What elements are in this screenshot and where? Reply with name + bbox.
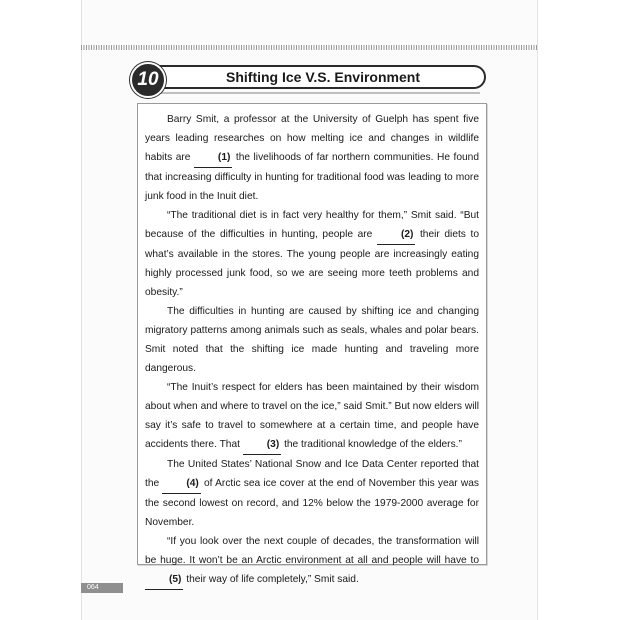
dotted-divider [81, 45, 538, 50]
answer-blank[interactable]: (4) [162, 474, 200, 494]
chapter-number-badge: 10 [130, 62, 166, 98]
paragraph-text: of Arctic sea ice cover at the end of November this year was the second lowest on record, and 12% below the 1979-2000 average for November. [145, 478, 479, 528]
paragraph-text: the traditional knowledge of the elders.” [281, 439, 462, 450]
passage-paragraph [145, 302, 479, 378]
paragraph-text: The difficulties in hunting are caused by shifting ice and changing migratory patterns among animals such as seals, whales and polar bears. Smit noted that the shifting ice made hunting and traveling more dangerous. [145, 306, 479, 374]
title-underline [140, 92, 480, 94]
passage-paragraph [145, 532, 479, 590]
passage-paragraph [145, 110, 479, 206]
answer-blank[interactable]: (5) [145, 570, 183, 590]
chapter-header [130, 64, 486, 92]
paragraph-text: “The traditional diet is in fact very healthy for them,” Smit said. “But because of the difficulties in hunting, people are [145, 210, 479, 240]
paragraph-text: “If you look over the next couple of decades, the transformation will be huge. It won’t be an Arctic environment at all and people will have to [145, 536, 479, 566]
passage-paragraph [145, 378, 479, 455]
paragraph-text: their way of life completely,” Smit said. [183, 574, 359, 585]
paragraph-text: “The Inuit’s respect for elders has been maintained by their wisdom about when and where to travel on the ice,” said Smit.” But now elders will say it’s safe to travel to somewhere at a certain time, and people have accidents there. That [145, 382, 479, 450]
passage-paragraph [145, 206, 479, 302]
answer-blank[interactable]: (1) [194, 148, 232, 168]
answer-blank[interactable]: (2) [377, 225, 415, 245]
answer-blank[interactable]: (3) [243, 435, 281, 455]
paragraph-text: their diets to what’s available in the stores. The young people are increasingly eating highly processed junk food, so we are seeing more teeth problems and obesity.” [145, 229, 479, 298]
paragraph-text: Barry Smit, a professor at the University of Guelph has spent five years leading researches on how melting ice and changes in wildlife habits are [145, 114, 479, 163]
passage-box [137, 103, 487, 585]
paragraph-text: the livelihoods of far northern communities. He found that increasing difficulty in hunting for traditional food was leading to more junk food in the Inuit diet. [145, 152, 479, 202]
paragraph-text: The United States’ National Snow and Ice Data Center reported that the [145, 459, 479, 489]
page-number: 064 [81, 583, 123, 593]
passage-paragraph [145, 455, 479, 532]
chapter-title: Shifting Ice V.S. Environment [226, 69, 420, 85]
